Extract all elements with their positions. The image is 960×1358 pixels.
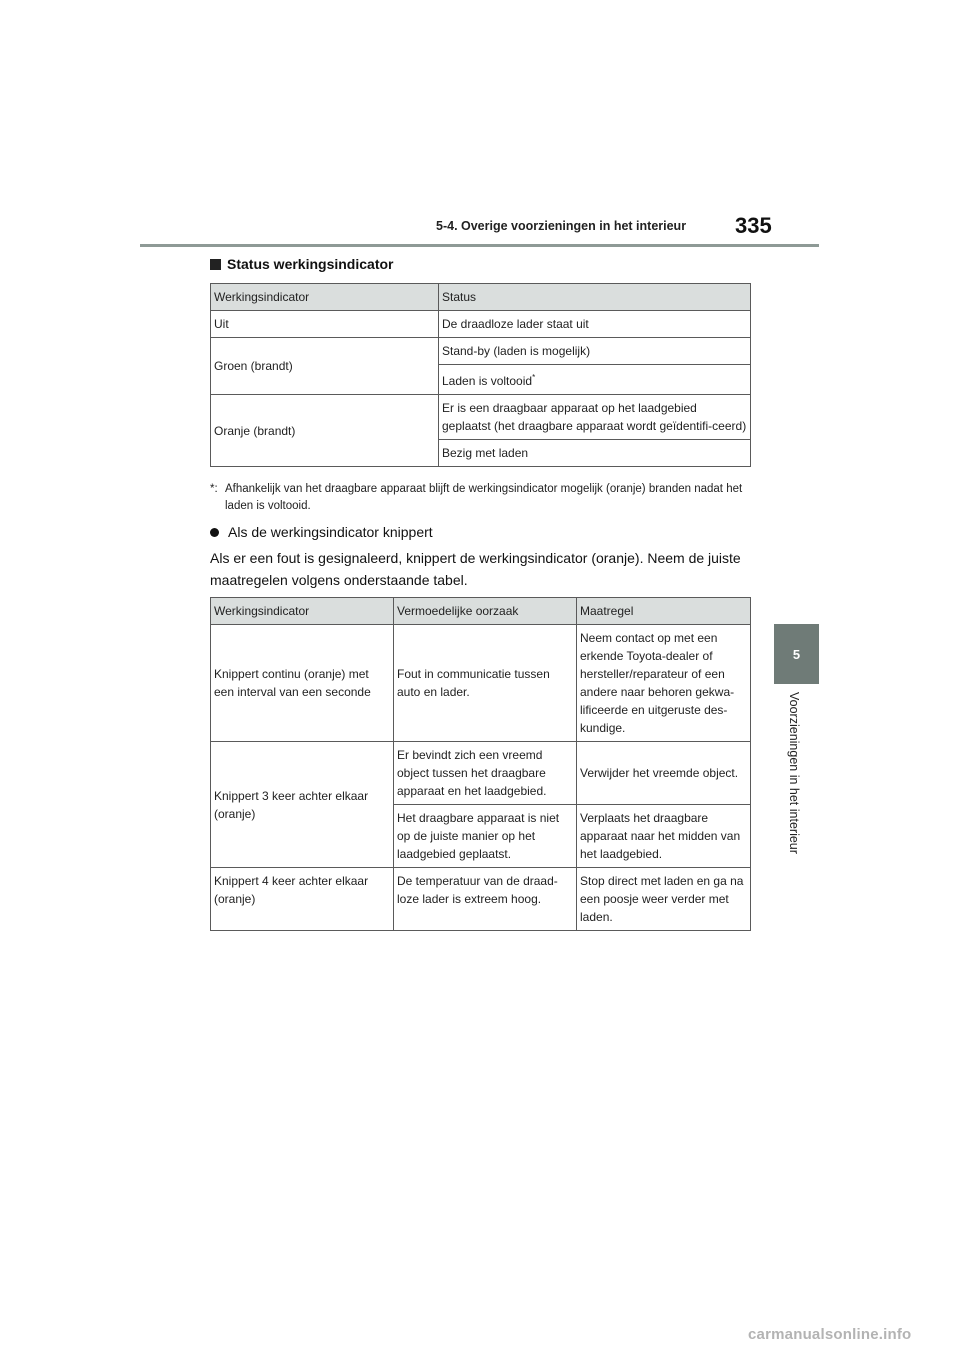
table-cell: Stand-by (laden is mogelijk) xyxy=(439,338,751,365)
chapter-tab xyxy=(774,624,819,684)
section-title-text: Status werkingsindicator xyxy=(227,256,394,272)
watermark: carmanualsonline.info xyxy=(748,1326,912,1343)
table-header-cell: Status xyxy=(439,284,751,311)
table-cell: Er bevindt zich een vreemd object tussen het draagbare apparaat en het laadgebied. xyxy=(394,742,577,805)
table-cell: De temperatuur van de draad-loze lader is extreem hoog. xyxy=(394,868,577,931)
body-paragraph: Als er een fout is gesignaleerd, knippert de werkingsindicator (oranje). Neem de juiste maatregelen volgens onderstaande tabel. xyxy=(210,550,741,588)
page-number: 335 xyxy=(735,213,772,238)
table-header-cell: Werkingsindicator xyxy=(211,284,439,311)
table-cell: Bezig met laden xyxy=(439,440,751,467)
table-cell: Knippert 3 keer achter elkaar (oranje) xyxy=(211,742,394,868)
table-row xyxy=(211,395,751,440)
table-cell: Verwijder het vreemde object. xyxy=(577,742,751,805)
table-header-row xyxy=(211,598,751,625)
table-header-cell: Vermoedelijke oorzaak xyxy=(394,598,577,625)
chapter-label: Voorzieningen in het interieur xyxy=(787,692,801,854)
table-cell: Verplaats het draagbare apparaat naar het midden van het laadgebied. xyxy=(577,805,751,868)
bullet-text: Als de werkingsindicator knippert xyxy=(228,524,433,540)
footnote-text: Afhankelijk van het draagbare apparaat blijft de werkingsindicator mogelijk (oranje) branden nadat het laden is voltooid. xyxy=(225,483,743,512)
footnote-mark: *: xyxy=(210,483,218,495)
status-table xyxy=(210,283,751,467)
table-row xyxy=(211,338,751,365)
table-cell: Groen (brandt) xyxy=(211,338,439,395)
table-header-row xyxy=(211,284,751,311)
footnote-marker: * xyxy=(532,373,536,382)
table-row xyxy=(211,742,751,805)
table-cell: Knippert continu (oranje) met een interval van een seconde xyxy=(211,625,394,742)
section-title xyxy=(210,256,393,272)
square-bullet-icon xyxy=(210,259,221,270)
table-cell: Stop direct met laden en ga na een poosje weer verder met laden. xyxy=(577,868,751,931)
table-cell: De draadloze lader staat uit xyxy=(439,311,751,338)
table-cell xyxy=(439,365,751,395)
table-cell: Uit xyxy=(211,311,439,338)
status-text: Laden is voltooid xyxy=(442,374,533,388)
table-cell: Oranje (brandt) xyxy=(211,395,439,467)
table-cell: Fout in communicatie tussen auto en lader. xyxy=(394,625,577,742)
table-cell: Er is een draagbaar apparaat op het laadgebied geplaatst (het draagbare apparaat wordt geïdentifi-ceerd) xyxy=(439,395,751,440)
chapter-number: 5 xyxy=(792,646,801,662)
bullet-heading xyxy=(210,524,433,540)
table-row xyxy=(211,868,751,931)
table-row xyxy=(211,625,751,742)
table-row xyxy=(211,311,751,338)
section-header: 5-4. Overige voorzieningen in het interieur xyxy=(436,219,687,233)
table-header-cell: Maatregel xyxy=(577,598,751,625)
blink-table xyxy=(210,597,751,931)
table-header-cell: Werkingsindicator xyxy=(211,598,394,625)
round-bullet-icon xyxy=(210,528,219,537)
table-cell: Knippert 4 keer achter elkaar (oranje) xyxy=(211,868,394,931)
footnote xyxy=(210,481,755,515)
table-cell: Neem contact op met een erkende Toyota-dealer of hersteller/reparateur of een andere naar behoren gekwa-lificeerde en uitgeruste des-kundige. xyxy=(577,625,751,742)
table-cell: Het draagbare apparaat is niet op de juiste manier op het laadgebied geplaatst. xyxy=(394,805,577,868)
header-rule xyxy=(140,244,819,247)
